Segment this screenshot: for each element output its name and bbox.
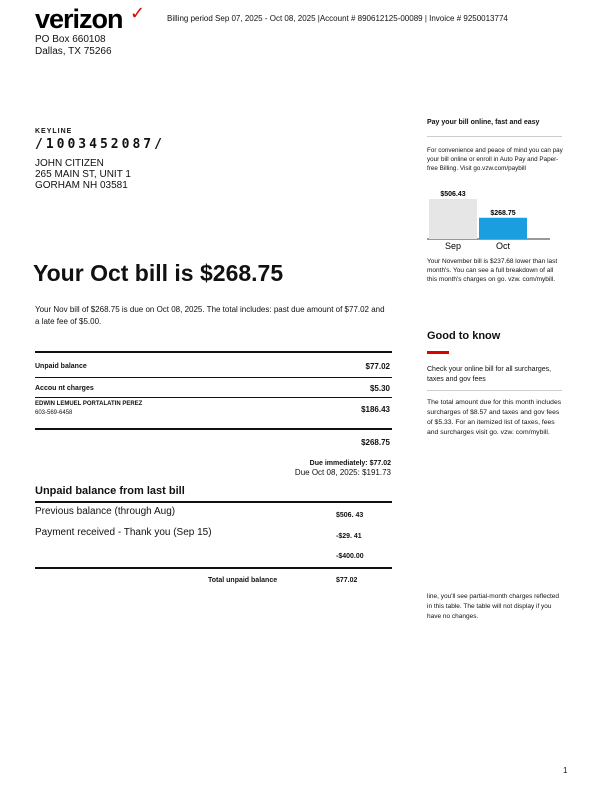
sidebar-divider: [427, 390, 562, 391]
section-rule: [35, 501, 392, 503]
check-mark-icon: ✓: [130, 3, 146, 23]
pay-online-text: For convenience and peace of mind you can pay your bill online or enroll in Auto Pay and Paper-free Billing. Visit go.vzw.com/paybill: [427, 147, 563, 172]
line-phone: 603-569-6458: [35, 410, 73, 416]
line-charges-value: $186.43: [361, 405, 390, 414]
keyline-code: /1003452087/: [35, 137, 165, 152]
bill-description: Your Nov bill of $268.75 is due on Oct 08, 2025. The total includes: past due amount of $77.02 and a late fee of $5.00.: [35, 305, 385, 326]
bar-value-label: $268.75: [490, 209, 516, 217]
due-immediately: Due immediately: $77.02: [309, 460, 391, 467]
page-number: 1: [563, 766, 568, 775]
good-to-know-accent: [427, 351, 449, 354]
table-total-rule: [35, 428, 392, 430]
bar-value-label: $506.43: [440, 191, 466, 198]
account-charges-label: Accou nt charges: [35, 385, 94, 392]
unpaid-balance-value: $77.02: [365, 362, 390, 371]
po-box: PO Box 660108: [35, 34, 106, 45]
customer-street: 265 MAIN ST, UNIT 1: [35, 169, 131, 180]
previous-balance-value: $506. 43: [336, 512, 364, 519]
customer-address: [35, 158, 131, 191]
previous-balance-label: Previous balance (through Aug): [35, 506, 176, 517]
partial-month-note: line, you'll see partial-month charges reflected in this table. The table will not display if you have no changes.: [427, 593, 560, 620]
total-unpaid-label: Total unpaid balance: [208, 577, 278, 584]
billing-meta: Billing period Sep 07, 2025 - Oct 08, 2025 |Account # 890612125-00089 | Invoice # 9250013774: [167, 14, 508, 23]
customer-city: GORHAM NH 03581: [35, 180, 128, 191]
verizon-logo: verizon: [35, 4, 123, 34]
due-date-amount: Due Oct 08, 2025: $191.73: [294, 468, 391, 477]
total-bill-value: $268.75: [361, 438, 390, 447]
bar-sep: [429, 199, 477, 239]
sidebar-divider: [427, 136, 562, 137]
return-address: [35, 34, 112, 58]
chart-note: Your November bill is $237.68 lower than last month's. You can see a full breakdown of all this month's charges on go. vzw. com/mybill.: [427, 258, 558, 283]
row-divider: [35, 377, 392, 378]
bill-headline: Your Oct bill is $268.75: [33, 260, 284, 286]
customer-name: JOHN CITIZEN: [35, 158, 104, 169]
payment-received-label: Payment received - Thank you (Sep 15): [35, 527, 212, 538]
unpaid-balance-label: Unpaid balance: [35, 363, 87, 370]
additional-payment-value: -$400.00: [336, 553, 364, 560]
bar-oct: [479, 218, 527, 239]
return-city: Dallas, TX 75266: [35, 46, 112, 57]
bar-category-label: Sep: [444, 241, 462, 251]
bar-category-label: Oct: [495, 241, 511, 251]
good-to-know-text-2: The total amount due for this month includes surcharges of $8.57 and taxes and gov fees of $5.33. For an itemized list of taxes, fees and surcharges visit go. vzw. com/mybill.: [427, 399, 562, 436]
payment-received-value: -$29. 41: [336, 533, 362, 540]
section-bottom-rule: [35, 567, 392, 569]
good-to-know-text-1: Check your online bill for all surcharges, taxes and gov fees: [427, 366, 552, 383]
account-charges-value: $5.30: [369, 384, 390, 393]
table-top-rule: [35, 351, 392, 353]
line-owner-name: EDWIN LEMUEL PORTALATIN PEREZ: [35, 401, 143, 407]
row-divider: [35, 397, 392, 398]
bill-comparison-chart: [424, 186, 564, 252]
unpaid-section-title: Unpaid balance from last bill: [35, 485, 185, 497]
keyline-label: KEYLINE: [35, 128, 73, 135]
pay-online-heading: Pay your bill online, fast and easy: [427, 119, 540, 126]
total-unpaid-value: $77.02: [336, 577, 358, 584]
good-to-know-title: Good to know: [427, 330, 501, 342]
